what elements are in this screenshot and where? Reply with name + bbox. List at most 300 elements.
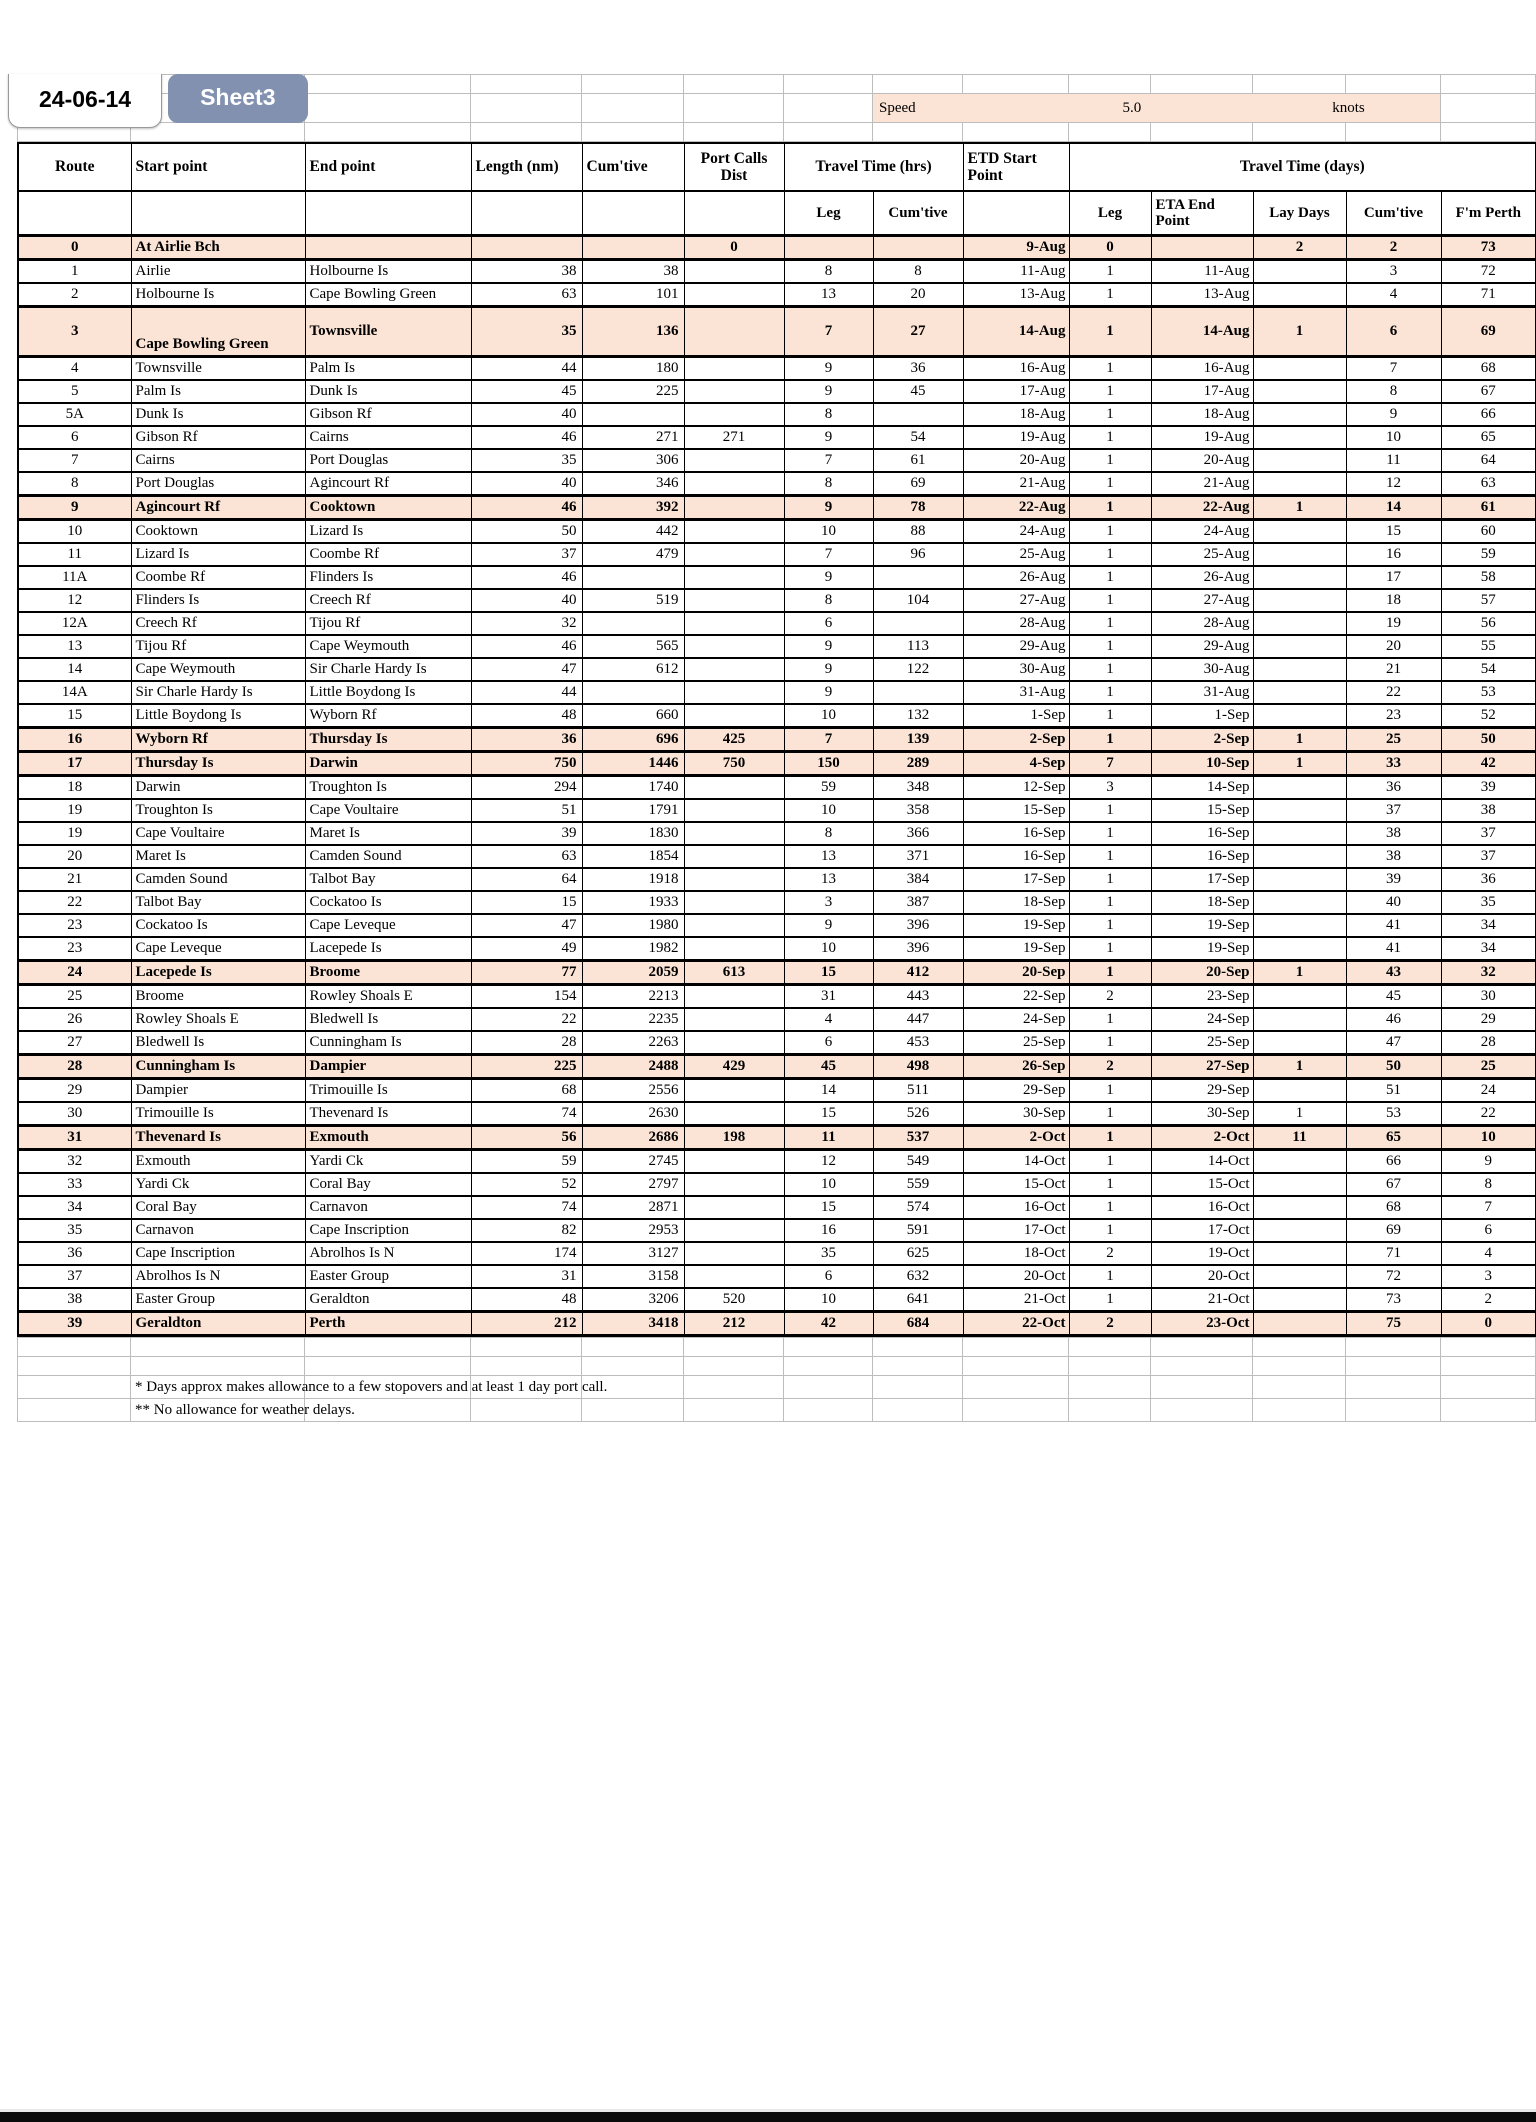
cell[interactable]: 1 — [1253, 1055, 1346, 1079]
cell[interactable]: 425 — [684, 728, 784, 752]
cell[interactable]: 68 — [471, 1079, 582, 1103]
cell[interactable]: 1933 — [582, 891, 684, 914]
cell[interactable]: 2556 — [582, 1079, 684, 1103]
cell[interactable]: Dunk Is — [131, 403, 305, 426]
cell[interactable]: Palm Is — [131, 380, 305, 403]
cell[interactable]: 7 — [784, 728, 873, 752]
cell[interactable] — [1253, 937, 1346, 961]
col-header-port-calls[interactable]: Port Calls Dist — [684, 143, 784, 191]
cell[interactable]: 63 — [1441, 472, 1536, 496]
cell[interactable] — [471, 191, 582, 236]
cell[interactable]: 20-Oct — [963, 1265, 1069, 1288]
cell[interactable]: Cape Bowling Green — [305, 283, 471, 307]
cell[interactable]: 612 — [582, 658, 684, 681]
cell[interactable]: 1 — [1069, 1288, 1151, 1312]
cell[interactable] — [1346, 75, 1441, 94]
cell[interactable]: 36 — [1441, 868, 1536, 891]
cell[interactable]: 520 — [684, 1288, 784, 1312]
cell[interactable]: 511 — [873, 1079, 963, 1103]
cell[interactable]: Dampier — [305, 1055, 471, 1079]
cell[interactable]: 2 — [1441, 1288, 1536, 1312]
cell[interactable]: 59 — [1441, 543, 1536, 566]
cell[interactable]: 26-Sep — [963, 1055, 1069, 1079]
cell[interactable]: 14 — [18, 658, 131, 681]
cell[interactable]: 13 — [18, 635, 131, 658]
cell[interactable] — [684, 283, 784, 307]
cell[interactable]: 5 — [18, 380, 131, 403]
cell[interactable]: Trimouille Is — [305, 1079, 471, 1103]
cell[interactable]: 32 — [1441, 961, 1536, 985]
cell[interactable]: 44 — [471, 357, 582, 381]
cell[interactable]: Exmouth — [131, 1150, 305, 1174]
cell[interactable]: 38 — [1346, 822, 1441, 845]
cell[interactable]: Darwin — [305, 752, 471, 776]
cell[interactable]: 1 — [1069, 472, 1151, 496]
cell[interactable]: 23-Sep — [1151, 985, 1253, 1009]
cell[interactable]: 22 — [471, 1008, 582, 1031]
col-header-lay-days[interactable]: Lay Days — [1253, 191, 1346, 236]
cell[interactable] — [684, 868, 784, 891]
cell[interactable]: 35 — [784, 1242, 873, 1265]
cell[interactable] — [684, 472, 784, 496]
cell[interactable]: 17-Aug — [1151, 380, 1253, 403]
cell[interactable] — [684, 891, 784, 914]
cell[interactable]: Troughton Is — [131, 799, 305, 822]
cell[interactable]: Thursday Is — [131, 752, 305, 776]
cell[interactable]: 45 — [1346, 985, 1441, 1009]
cell[interactable] — [582, 236, 684, 260]
cell[interactable] — [684, 496, 784, 520]
cell[interactable]: 73 — [1346, 1288, 1441, 1312]
cell[interactable]: 21-Aug — [1151, 472, 1253, 496]
cell[interactable] — [684, 1173, 784, 1196]
cell[interactable]: 27-Aug — [1151, 589, 1253, 612]
cell[interactable]: 37 — [1346, 799, 1441, 822]
cell[interactable]: 68 — [1441, 357, 1536, 381]
cell[interactable]: 88 — [873, 520, 963, 544]
cell[interactable]: 37 — [471, 543, 582, 566]
cell[interactable]: 24-Aug — [963, 520, 1069, 544]
cell[interactable]: 1830 — [582, 822, 684, 845]
cell[interactable] — [1253, 612, 1346, 635]
cell[interactable]: 0 — [1441, 1312, 1536, 1336]
cell[interactable] — [684, 704, 784, 728]
cell[interactable] — [684, 612, 784, 635]
cell[interactable] — [1253, 543, 1346, 566]
cell[interactable]: 31 — [471, 1265, 582, 1288]
cell[interactable]: 42 — [1441, 752, 1536, 776]
cell[interactable]: Wyborn Rf — [131, 728, 305, 752]
cell[interactable] — [684, 822, 784, 845]
cell[interactable]: 1 — [1069, 403, 1151, 426]
cell[interactable] — [873, 1357, 963, 1376]
cell[interactable]: Maret Is — [131, 845, 305, 868]
cell[interactable] — [1253, 1079, 1346, 1103]
cell[interactable]: Tijou Rf — [131, 635, 305, 658]
cell[interactable]: 613 — [684, 961, 784, 985]
cell[interactable] — [1253, 1288, 1346, 1312]
cell[interactable]: 1 — [1069, 914, 1151, 937]
cell[interactable]: 26-Aug — [963, 566, 1069, 589]
cell[interactable]: Gibson Rf — [131, 426, 305, 449]
cell[interactable]: Cooktown — [131, 520, 305, 544]
cell[interactable] — [963, 1399, 1069, 1422]
cell[interactable]: Palm Is — [305, 357, 471, 381]
cell[interactable] — [1151, 1399, 1253, 1422]
cell[interactable]: 23 — [1346, 704, 1441, 728]
cell[interactable]: 3 — [18, 307, 131, 357]
cell[interactable]: Cockatoo Is — [305, 891, 471, 914]
cell[interactable] — [1253, 520, 1346, 544]
cell[interactable]: 20 — [1346, 635, 1441, 658]
cell[interactable] — [684, 681, 784, 704]
cell[interactable] — [1346, 1357, 1441, 1376]
cell[interactable] — [582, 123, 684, 142]
cell[interactable] — [873, 566, 963, 589]
cell[interactable]: 28 — [471, 1031, 582, 1055]
cell[interactable]: Lizard Is — [131, 543, 305, 566]
cell[interactable] — [684, 191, 784, 236]
cell[interactable]: 10-Sep — [1151, 752, 1253, 776]
cell[interactable]: Abrolhos Is N — [305, 1242, 471, 1265]
cell[interactable]: 38 — [18, 1288, 131, 1312]
cell[interactable]: 13 — [784, 283, 873, 307]
cell[interactable]: 22 — [1346, 681, 1441, 704]
col-header-cumtive-hrs[interactable]: Cum'tive — [873, 191, 963, 236]
cell[interactable]: 750 — [684, 752, 784, 776]
cell[interactable]: 1 — [1069, 307, 1151, 357]
cell[interactable]: 10 — [784, 1288, 873, 1312]
cell[interactable]: 30-Sep — [963, 1102, 1069, 1126]
cell[interactable]: 23 — [18, 914, 131, 937]
cell[interactable] — [305, 94, 471, 123]
cell[interactable]: 2-Sep — [1151, 728, 1253, 752]
cell[interactable]: 271 — [582, 426, 684, 449]
cell[interactable] — [684, 543, 784, 566]
cell[interactable]: 63 — [471, 845, 582, 868]
cell[interactable]: Cape Leveque — [131, 937, 305, 961]
cell[interactable]: 28-Aug — [963, 612, 1069, 635]
cell[interactable] — [582, 1399, 684, 1422]
cell[interactable]: 74 — [471, 1102, 582, 1126]
cell[interactable]: Rowley Shoals E — [305, 985, 471, 1009]
cell[interactable]: 30-Aug — [963, 658, 1069, 681]
cell[interactable]: 29-Aug — [1151, 635, 1253, 658]
cell[interactable] — [1253, 403, 1346, 426]
cell[interactable] — [684, 566, 784, 589]
cell[interactable]: 14-Aug — [963, 307, 1069, 357]
cell[interactable]: Carnavon — [305, 1196, 471, 1219]
cell[interactable]: 2488 — [582, 1055, 684, 1079]
cell[interactable]: Creech Rf — [305, 589, 471, 612]
cell[interactable]: 14A — [18, 681, 131, 704]
cell[interactable] — [1253, 658, 1346, 681]
cell[interactable]: 11-Aug — [1151, 260, 1253, 284]
cell[interactable]: 9 — [784, 635, 873, 658]
cell[interactable] — [305, 191, 471, 236]
cell[interactable]: 0 — [684, 236, 784, 260]
cell[interactable]: Easter Group — [131, 1288, 305, 1312]
cell[interactable]: 2-Oct — [963, 1126, 1069, 1150]
cell[interactable]: 8 — [784, 822, 873, 845]
cell[interactable] — [1253, 566, 1346, 589]
cell[interactable]: 1-Sep — [963, 704, 1069, 728]
cell[interactable]: 15 — [784, 1196, 873, 1219]
cell[interactable] — [1069, 123, 1151, 142]
tab-sheet3[interactable] — [168, 74, 307, 123]
cell[interactable] — [1069, 75, 1151, 94]
cell[interactable]: Cairns — [305, 426, 471, 449]
cell[interactable] — [1253, 681, 1346, 704]
cell[interactable]: 39 — [471, 822, 582, 845]
cell[interactable] — [684, 985, 784, 1009]
cell[interactable]: 16-Aug — [1151, 357, 1253, 381]
cell[interactable]: 1 — [1069, 799, 1151, 822]
cell[interactable]: 67 — [1346, 1173, 1441, 1196]
cell[interactable] — [684, 75, 784, 94]
cell[interactable]: 43 — [1346, 961, 1441, 985]
cell[interactable]: 29-Sep — [963, 1079, 1069, 1103]
cell[interactable]: 16-Sep — [1151, 845, 1253, 868]
cell[interactable] — [784, 1376, 873, 1399]
col-header-etd[interactable]: ETD Start Point — [963, 143, 1069, 191]
cell[interactable]: 16 — [18, 728, 131, 752]
cell[interactable]: 4 — [784, 1008, 873, 1031]
cell[interactable]: 632 — [873, 1265, 963, 1288]
cell[interactable]: 16-Sep — [1151, 822, 1253, 845]
cell[interactable] — [1151, 75, 1253, 94]
cell[interactable]: 139 — [873, 728, 963, 752]
cell[interactable] — [1253, 914, 1346, 937]
cell[interactable]: 54 — [873, 426, 963, 449]
cell[interactable]: 3418 — [582, 1312, 684, 1336]
cell[interactable]: Townsville — [131, 357, 305, 381]
cell[interactable]: 9 — [784, 496, 873, 520]
cell[interactable]: Holbourne Is — [305, 260, 471, 284]
cell[interactable]: Flinders Is — [131, 589, 305, 612]
cell[interactable]: 1918 — [582, 868, 684, 891]
cell[interactable]: 31-Aug — [963, 681, 1069, 704]
cell[interactable]: Geraldton — [131, 1312, 305, 1336]
cell[interactable]: Sir Charle Hardy Is — [305, 658, 471, 681]
cell[interactable] — [963, 191, 1069, 236]
cell[interactable]: 113 — [873, 635, 963, 658]
cell[interactable]: Geraldton — [305, 1288, 471, 1312]
cell[interactable]: 14-Aug — [1151, 307, 1253, 357]
cell[interactable]: 7 — [784, 307, 873, 357]
cell[interactable]: Cape Voultaire — [131, 822, 305, 845]
cell[interactable]: 19 — [1346, 612, 1441, 635]
cell[interactable] — [1441, 94, 1536, 123]
cell[interactable]: 25 — [18, 985, 131, 1009]
cell[interactable] — [1253, 1312, 1346, 1336]
cell[interactable] — [684, 520, 784, 544]
cell[interactable]: 64 — [471, 868, 582, 891]
cell[interactable]: 10 — [784, 704, 873, 728]
cell[interactable]: 45 — [471, 380, 582, 403]
cell[interactable]: 1 — [1069, 1126, 1151, 1150]
cell[interactable]: 8 — [784, 589, 873, 612]
cell[interactable]: 8 — [873, 260, 963, 284]
cell[interactable] — [1253, 1399, 1346, 1422]
cell[interactable]: Townsville — [305, 307, 471, 357]
cell[interactable]: 346 — [582, 472, 684, 496]
cell[interactable]: 17 — [18, 752, 131, 776]
cell[interactable]: 198 — [684, 1126, 784, 1150]
cell[interactable] — [471, 75, 582, 94]
cell[interactable]: 271 — [684, 426, 784, 449]
cell[interactable]: 12A — [18, 612, 131, 635]
cell[interactable]: 150 — [784, 752, 873, 776]
cell[interactable]: 69 — [1346, 1219, 1441, 1242]
cell[interactable]: Holbourne Is — [131, 283, 305, 307]
cell[interactable]: 25-Aug — [963, 543, 1069, 566]
cell[interactable]: 396 — [873, 937, 963, 961]
cell[interactable] — [1441, 1338, 1536, 1357]
cell[interactable]: 225 — [471, 1055, 582, 1079]
cell[interactable] — [1253, 1196, 1346, 1219]
cell[interactable] — [582, 1357, 684, 1376]
cell[interactable]: 306 — [582, 449, 684, 472]
cell[interactable]: 1 — [1069, 728, 1151, 752]
cell[interactable]: 442 — [582, 520, 684, 544]
cell[interactable] — [1253, 1173, 1346, 1196]
cell[interactable]: 31-Aug — [1151, 681, 1253, 704]
cell[interactable]: 1 — [1069, 1079, 1151, 1103]
cell[interactable]: 13-Aug — [963, 283, 1069, 307]
cell[interactable] — [305, 123, 471, 142]
cell[interactable]: 39 — [18, 1312, 131, 1336]
cell[interactable] — [1069, 1399, 1151, 1422]
cell[interactable]: 9 — [784, 380, 873, 403]
cell[interactable]: 6 — [784, 1031, 873, 1055]
cell[interactable]: 0 — [1069, 236, 1151, 260]
cell[interactable]: 24-Sep — [963, 1008, 1069, 1031]
cell[interactable]: 39 — [1441, 776, 1536, 800]
cell[interactable]: 9 — [1346, 403, 1441, 426]
cell[interactable]: 49 — [471, 937, 582, 961]
cell[interactable]: 3 — [784, 891, 873, 914]
cell[interactable]: 1854 — [582, 845, 684, 868]
cell[interactable]: 1 — [1253, 1102, 1346, 1126]
cell[interactable] — [131, 1399, 355, 1422]
cell[interactable]: Dunk Is — [305, 380, 471, 403]
cell[interactable]: 16 — [784, 1219, 873, 1242]
cell[interactable]: 71 — [1346, 1242, 1441, 1265]
cell[interactable] — [1253, 868, 1346, 891]
cell[interactable]: 38 — [1441, 799, 1536, 822]
cell[interactable]: 15 — [1346, 520, 1441, 544]
cell[interactable]: 51 — [1346, 1079, 1441, 1103]
cell[interactable]: 41 — [1346, 914, 1441, 937]
cell[interactable]: 0 — [18, 236, 131, 260]
cell[interactable]: 73 — [1441, 236, 1536, 260]
cell[interactable]: 13 — [784, 868, 873, 891]
cell[interactable]: 18 — [18, 776, 131, 800]
cell[interactable]: 38 — [582, 260, 684, 284]
cell[interactable]: 1 — [1069, 1173, 1151, 1196]
cell[interactable]: 366 — [873, 822, 963, 845]
cell[interactable]: 15 — [18, 704, 131, 728]
cell[interactable]: 5A — [18, 403, 131, 426]
cell[interactable]: 31 — [18, 1126, 131, 1150]
cell[interactable]: 26-Aug — [1151, 566, 1253, 589]
cell[interactable] — [684, 1265, 784, 1288]
cell[interactable] — [1253, 1008, 1346, 1031]
cell[interactable]: 17-Sep — [963, 868, 1069, 891]
cell[interactable]: Cockatoo Is — [131, 914, 305, 937]
cell[interactable] — [131, 191, 305, 236]
cell[interactable] — [684, 1399, 784, 1422]
cell[interactable]: 1 — [1069, 681, 1151, 704]
cell[interactable]: 60 — [1441, 520, 1536, 544]
cell[interactable]: 1 — [1069, 496, 1151, 520]
cell[interactable]: 26 — [18, 1008, 131, 1031]
cell[interactable]: 16-Aug — [963, 357, 1069, 381]
cell[interactable] — [1441, 75, 1536, 94]
cell[interactable] — [1069, 1376, 1151, 1399]
cell[interactable]: 11-Aug — [963, 260, 1069, 284]
cell[interactable]: 8 — [784, 403, 873, 426]
cell[interactable] — [305, 1357, 471, 1376]
cell[interactable]: 31 — [784, 985, 873, 1009]
cell[interactable]: 479 — [582, 543, 684, 566]
cell[interactable] — [873, 403, 963, 426]
cell[interactable]: 36 — [873, 357, 963, 381]
cell[interactable]: 1 — [1069, 543, 1151, 566]
cell[interactable]: 1 — [1069, 566, 1151, 589]
cell[interactable]: 2213 — [582, 985, 684, 1009]
cell[interactable] — [1253, 1265, 1346, 1288]
cell[interactable]: 56 — [1441, 612, 1536, 635]
cell[interactable]: 64 — [1441, 449, 1536, 472]
cell[interactable] — [684, 307, 784, 357]
cell[interactable]: 66 — [1346, 1150, 1441, 1174]
cell[interactable] — [1253, 283, 1346, 307]
cell[interactable]: 42 — [784, 1312, 873, 1336]
cell[interactable] — [873, 681, 963, 704]
cell[interactable]: 498 — [873, 1055, 963, 1079]
cell[interactable]: 40 — [1346, 891, 1441, 914]
cell[interactable] — [684, 94, 784, 123]
cell[interactable]: 19-Aug — [963, 426, 1069, 449]
cell[interactable]: Troughton Is — [305, 776, 471, 800]
cell[interactable]: 59 — [471, 1150, 582, 1174]
cell[interactable] — [784, 1399, 873, 1422]
cell[interactable]: 7 — [18, 449, 131, 472]
cell[interactable]: 10 — [784, 520, 873, 544]
cell[interactable]: 2 — [1069, 1242, 1151, 1265]
cell[interactable]: 526 — [873, 1102, 963, 1126]
cell[interactable]: 30 — [1441, 985, 1536, 1009]
cell[interactable]: 36 — [18, 1242, 131, 1265]
cell[interactable] — [684, 635, 784, 658]
cell[interactable] — [1346, 1376, 1441, 1399]
cell[interactable] — [684, 1150, 784, 1174]
cell[interactable] — [784, 1357, 873, 1376]
cell[interactable]: Thevenard Is — [305, 1102, 471, 1126]
cell[interactable]: 9 — [784, 357, 873, 381]
cell[interactable]: 1 — [1069, 380, 1151, 403]
cell[interactable]: 25-Sep — [963, 1031, 1069, 1055]
cell[interactable]: 27-Sep — [1151, 1055, 1253, 1079]
cell[interactable]: 40 — [471, 403, 582, 426]
cell[interactable]: 750 — [471, 752, 582, 776]
cell[interactable]: 10 — [784, 937, 873, 961]
cell[interactable] — [582, 681, 684, 704]
cell[interactable]: 1 — [1069, 612, 1151, 635]
cell[interactable]: 20-Sep — [1151, 961, 1253, 985]
